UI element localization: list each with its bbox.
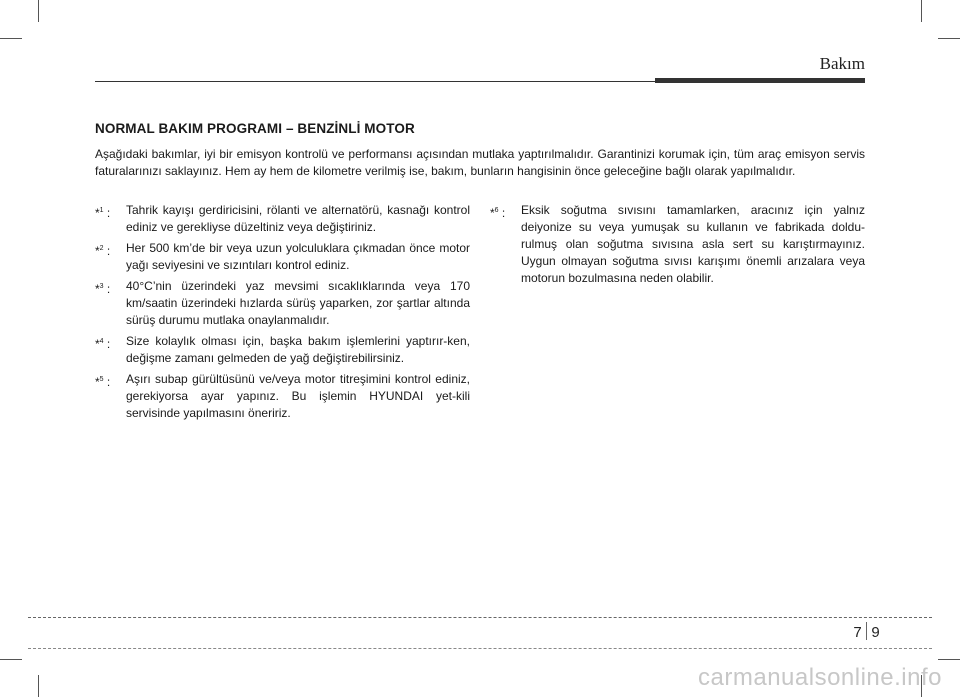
crop-mark [0,38,22,39]
crop-mark [938,659,960,660]
crop-mark [38,0,39,22]
notes-column-left [95,202,470,426]
page-heading: NORMAL BAKIM PROGRAMI – BENZİNLİ MOTOR [95,121,415,136]
footnote-text: 40°C’nin üzerindeki yaz mevsimi sıcaklıklarında veya 170 km/saatin üzerindeki hızlarda sürüş yaparken, zor şartlar altında sürüş durumu mutlaka onaylanmalıdır. [126,279,470,327]
footnote-text: Eksik soğutma sıvısını tamamlarken, aracınız için yalnız deiyonize su veya yumuşak su kullanın ve fabrikada doldu-rulmuş olan soğutma sıvısına asla sert su karıştırmayınız. Uygun olmayan soğutma sıvısı karışımı önemli arızalara veya motorun bozulmasına neden olabilir. [521,203,865,285]
footnote [95,278,470,329]
intro-paragraph: Aşağıdaki bakımlar, iyi bir emisyon kontrolü ve performansı açısından mutlaka yaptırılmalıdır. Garantinizi korumak için, tüm araç emisyon servis faturalarınızı saklayınız. Hem ay hem de kilometre verilmiş ise, bakım, bunların hangisinin önce geleceğine bağlı olarak yapılmalıdır. [95,147,865,178]
footnote [95,202,470,236]
watermark: carmanualsonline.info [698,664,942,691]
footnote [95,371,470,422]
crop-mark [938,38,960,39]
footnote-text: Aşırı subap gürültüsünü ve/veya motor titreşimini kontrol ediniz, gerekiyorsa ayar yapınız. Bu işlemin HYUNDAI yet-kili servisinde yapılmasını öneririz. [126,372,470,420]
page-number-divider [866,622,867,640]
footnote-marker: *$^4$ : [95,337,111,351]
footnote-text: Size kolaylık olması için, başka bakım işlemlerini yaptırır-ken, değişme zamanı gelmeden de yağ değiştirebilirsiniz. [126,334,470,365]
footnote [95,240,470,274]
footnote-marker: *$^3$ : [95,282,111,296]
footnote-text: Tahrik kayışı gerdiricisini, rölanti ve alternatörü, kasnağı kontrol ediniz ve gerekliyse düzeltiniz veya değiştiriniz. [126,203,470,234]
footnote-text: Her 500 km’de bir veya uzun yolculuklara çıkmadan önce motor yağı seviyesini ve sızıntıları kontrol ediniz. [126,241,470,272]
footer-rule [28,648,932,649]
page-number [851,622,882,641]
crop-mark [921,0,922,22]
notes-column-right [490,202,865,291]
chapter-number: 7 [853,624,862,641]
footnote-marker: *$^2$ : [95,244,111,258]
footnote [95,333,470,367]
header-bar [655,78,865,83]
footnote [490,202,865,287]
footnote-marker: *$^5$ : [95,375,111,389]
footer-rule [28,617,932,618]
page-number-value: 9 [871,624,880,641]
crop-mark [38,675,39,697]
crop-mark [0,659,22,660]
section-title: Bakım [819,54,865,73]
footnote-marker: *$^6$ : [490,206,506,220]
footnote-marker: *$^1$ : [95,206,111,220]
